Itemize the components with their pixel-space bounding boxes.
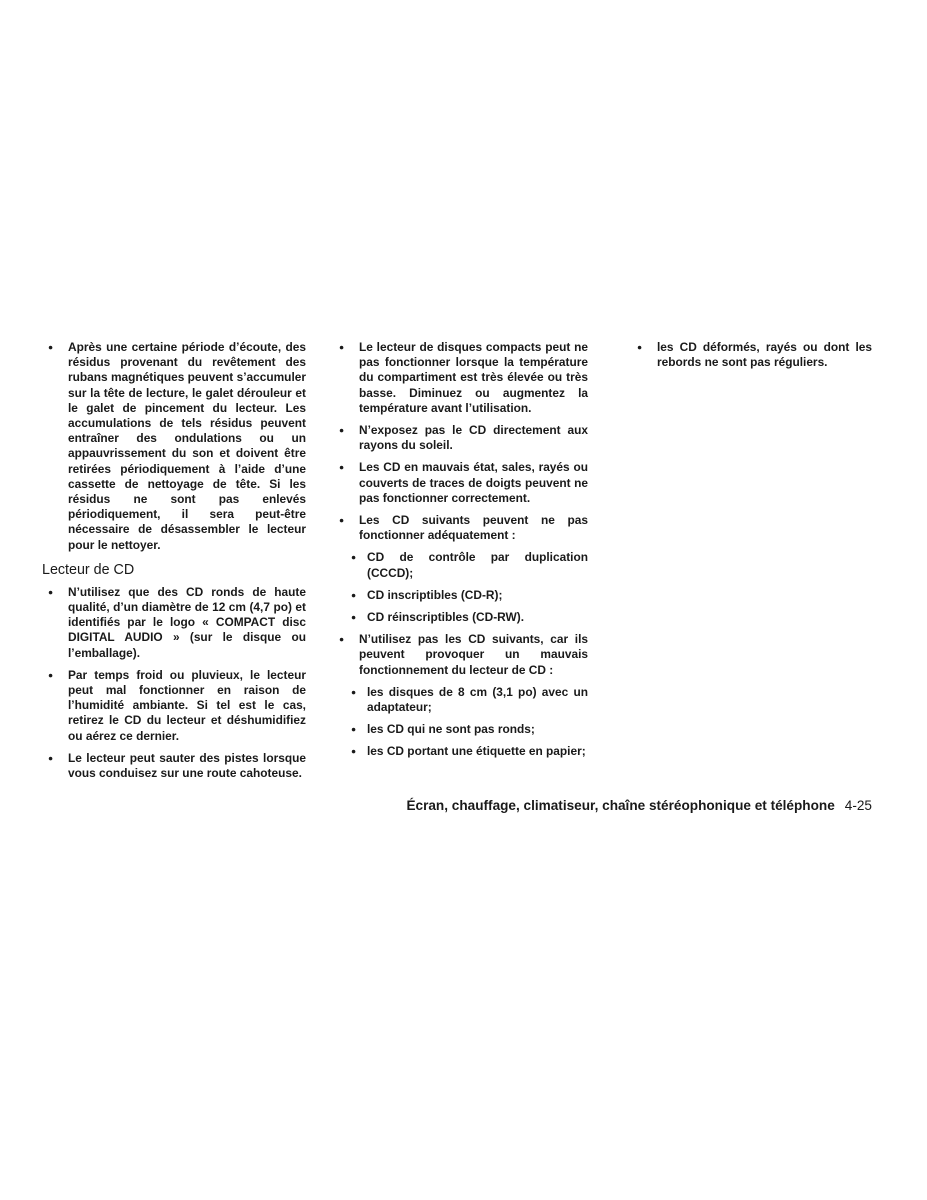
sub-bullet-cdr: ● CD inscriptibles (CD-R); [333,588,588,603]
bullet-cd-quality: ● N’utilisez que des CD ronds de haute qualité, d’un diamètre de 12 cm (4,7 po) et identifiés par le logo « COMPACT disc DIGITAL AUDIO » (sur le disque ou l’emballage). [42,585,306,661]
column-right [631,340,872,377]
sub-bullet-paper-label: ● les CD portant une étiquette en papier; [333,744,588,759]
bullet-skip-tracks: ● Le lecteur peut sauter des pistes lorsque vous conduisez sur une route cahoteuse. [42,751,306,781]
sub-bullet-cdrw: ● CD réinscriptibles (CD-RW). [333,610,588,625]
bullet-sunlight: ● N’exposez pas le CD directement aux rayons du soleil. [333,423,588,453]
bullet-do-not-use: ● N’utilisez pas les CD suivants, car ils peuvent provoquer un mauvais fonctionnement du lecteur de CD : [333,632,588,678]
page-number: 4-25 [844,798,872,813]
bullet-cold-weather: ● Par temps froid ou pluvieux, le lecteur peut mal fonctionner en raison de l’humidité ambiante. Si tel est le cas, retirez le CD du lecteur et déshumidifiez ou aérez ce dernier. [42,668,306,744]
footer-chapter-title: Écran, chauffage, climatiseur, chaîne stéréophonique et téléphone [406,798,835,813]
section-heading-cd-player: Lecteur de CD [42,561,135,578]
bullet-cd-may-not-work: ● Les CD suivants peuvent ne pas fonctionner adéquatement : [333,513,588,543]
sub-bullet-8cm: ● les disques de 8 cm (3,1 po) avec un adaptateur; [333,685,588,715]
bullet-damaged-cd: ● Les CD en mauvais état, sales, rayés ou couverts de traces de doigts peuvent ne pas fonctionner correctement. [333,460,588,506]
sub-bullet-not-round: ● les CD qui ne sont pas ronds; [333,722,588,737]
bullet-temperature: ● Le lecteur de disques compacts peut ne pas fonctionner lorsque la température du compartiment est très élevée ou très basse. Diminuez ou augmentez la température avant l’utilisation. [333,340,588,416]
page-footer [406,798,872,813]
sub-bullet-cccd: ● CD de contrôle par duplication (CCCD); [333,550,588,580]
column-middle [333,340,588,767]
sub-bullet-deformed: ● les CD déformés, rayés ou dont les rebords ne sont pas réguliers. [631,340,872,370]
column-left [42,340,306,788]
bullet-cassette-residue: ● Après une certaine période d’écoute, des résidus provenant du revêtement des rubans magnétiques peuvent s’accumuler sur la tête de lecture, le galet dérouleur et le galet de pincement du lecteur. Les accumulations de tels résidus peuvent entraîner des ondulations ou un appauvrissement du son et doivent être retirées périodiquement à l’aide d’une cassette de nettoyage de tête. Si les résidus ne sont pas enlevés périodiquement, il sera peut-être nécessaire de désassembler le lecteur pour le nettoyer. [42,340,306,553]
